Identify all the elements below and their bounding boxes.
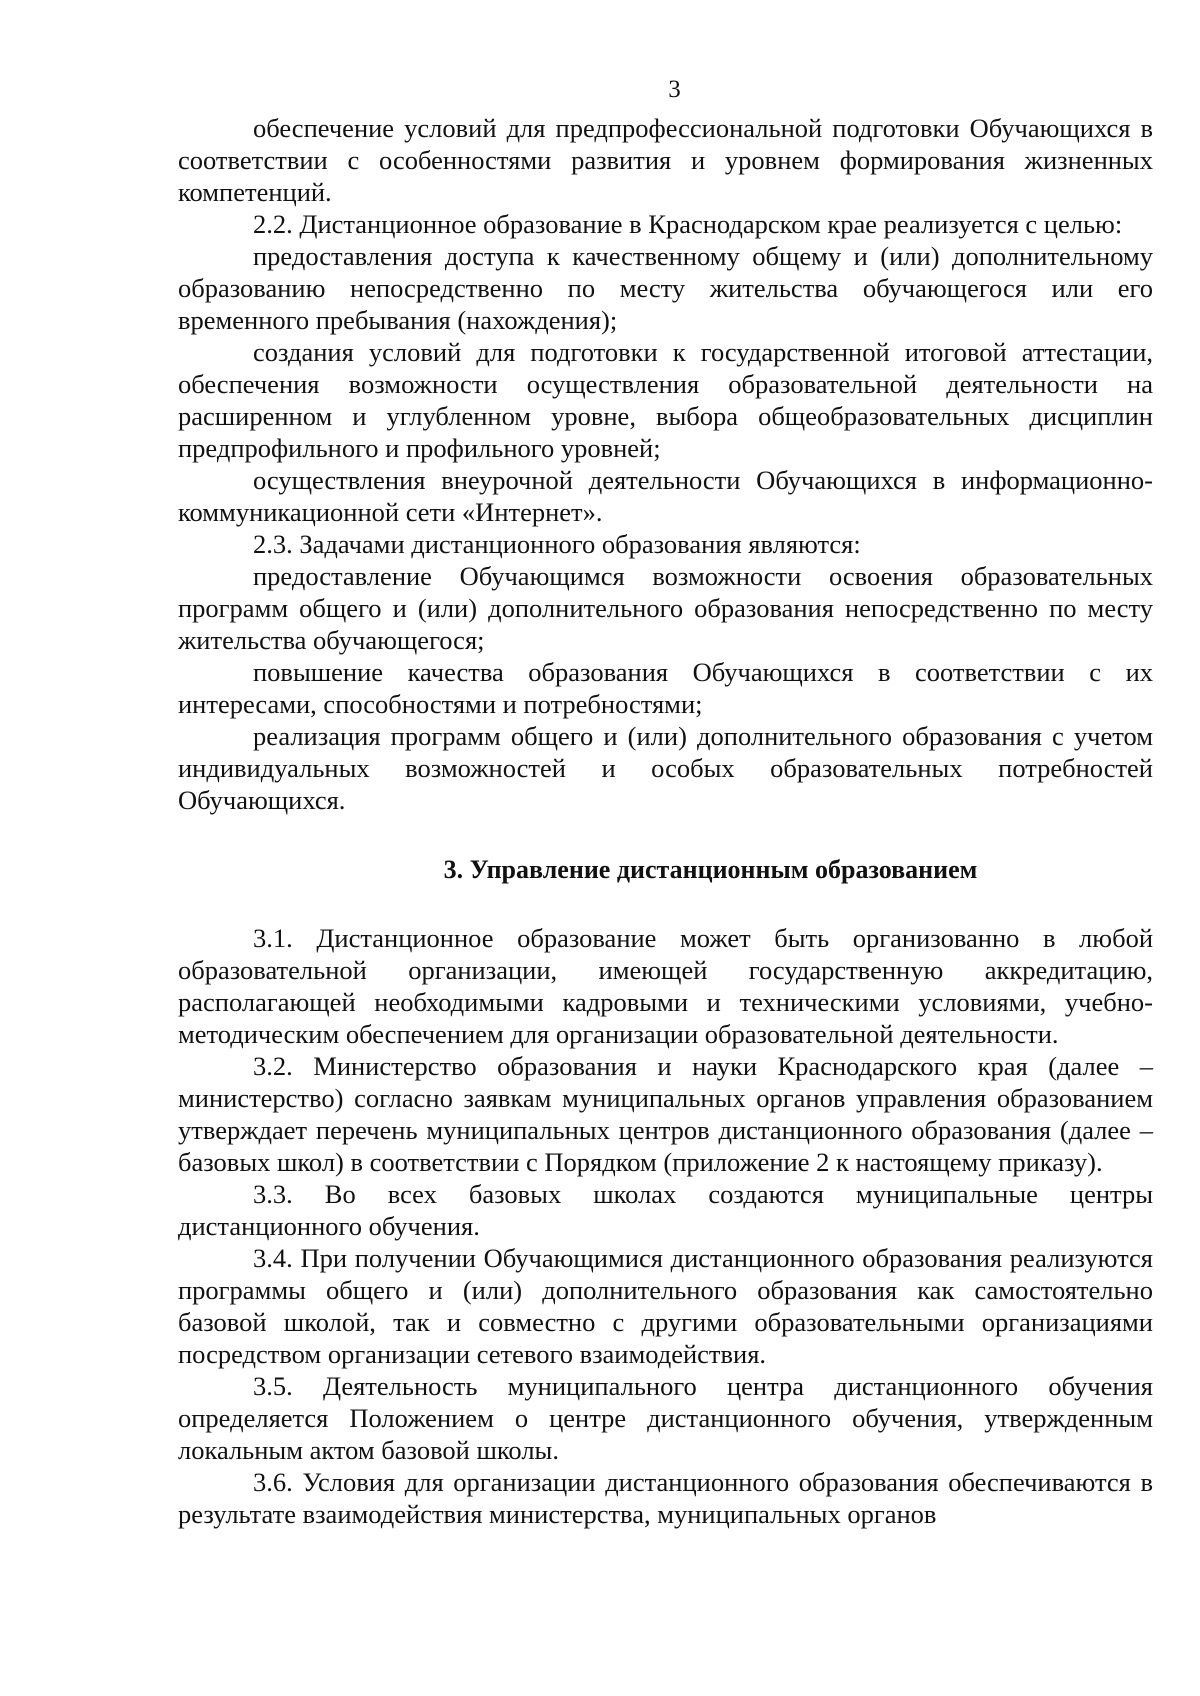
document-body <box>178 112 1153 1530</box>
paragraph: 2.3. Задачами дистанционного образования являются: <box>253 529 861 559</box>
paragraph: 3.3. Во всех базовых школах создаются муниципальные центры дистанционного обучения. <box>178 1179 1153 1241</box>
section-heading: 3. Управление дистанционным образованием <box>443 855 978 884</box>
paragraph: обеспечение условий для предпрофессиональной подготовки Обучающихся в соответствии с особенностями развития и уровнем формирования жизненных компетенций. <box>178 113 1153 207</box>
paragraph: предоставления доступа к качественному общему и (или) дополнительному образованию непосредственно по месту жительства обучающегося или его временного пребывания (нахождения); <box>178 241 1153 335</box>
paragraph: осуществления внеурочной деятельности Обучающихся в информационно-коммуникационной сети «Интернет». <box>178 465 1153 527</box>
paragraph: 3.4. При получении Обучающимися дистанционного образования реализуются программы общего и (или) дополнительного образования как самостоятельно базовой школой, так и совместно с другими образовательными организациями посредством организации сетевого взаимодействия. <box>178 1243 1153 1369</box>
paragraph: предоставление Обучающимся возможности освоения образовательных программ общего и (или) дополнительного образования непосредственно по месту жительства обучающегося; <box>178 561 1153 655</box>
paragraph: 3.6. Условия для организации дистанционного образования обеспечиваются в результате взаимодействия министерства, муниципальных органов <box>178 1467 1153 1529</box>
paragraph: 3.1. Дистанционное образование может быть организованно в любой образовательной организации, имеющей государственную аккредитацию, располагающей необходимыми кадровыми и техническими условиями, учебно-методическим обеспечением для организации образовательной деятельности. <box>178 923 1153 1049</box>
page-number: 3 <box>668 76 681 103</box>
paragraph: повышение качества образования Обучающихся в соответствии с их интересами, способностями и потребностями; <box>178 657 1153 719</box>
paragraph: 2.2. Дистанционное образование в Краснодарском крае реализуется с целью: <box>253 209 1123 239</box>
paragraph: создания условий для подготовки к государственной итоговой аттестации, обеспечения возможности осуществления образовательной деятельности на расширенном и углубленном уровне, выбора общеобразовательных дисциплин предпрофильного и профильного уровней; <box>178 337 1153 463</box>
paragraph: реализация программ общего и (или) дополнительного образования с учетом индивидуальных возможностей и особых образовательных потребностей Обучающихся. <box>178 721 1153 815</box>
paragraph: 3.5. Деятельность муниципального центра дистанционного обучения определяется Положением о центре дистанционного обучения, утвержденным локальным актом базовой школы. <box>178 1371 1153 1465</box>
paragraph: 3.2. Министерство образования и науки Краснодарского края (далее – министерство) согласно заявкам муниципальных органов управления образованием утверждает перечень муниципальных центров дистанционного образования (далее – базовых школ) в соответствии с Порядком (приложение 2 к настоящему приказу). <box>178 1051 1153 1177</box>
